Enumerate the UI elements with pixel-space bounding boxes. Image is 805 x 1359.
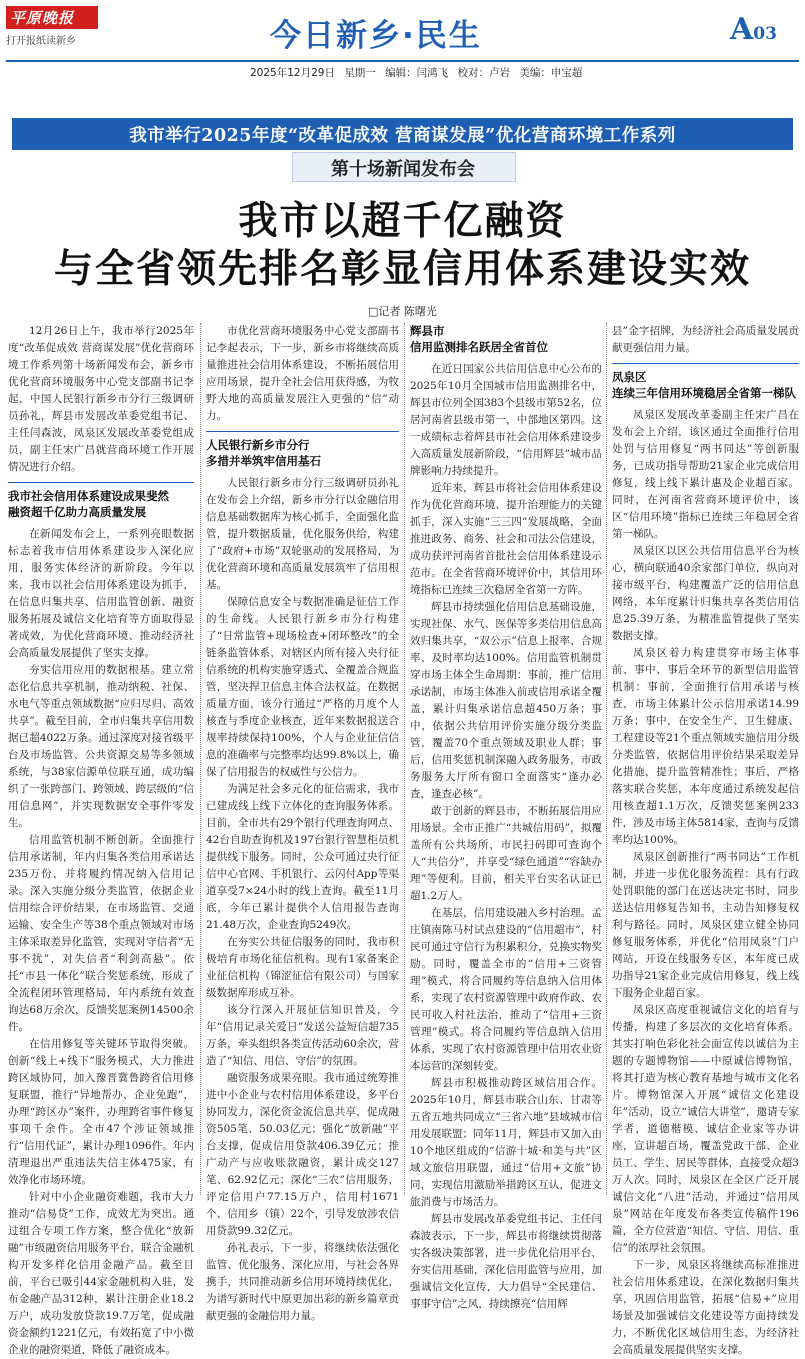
paragraph: 凤泉区发展改革委副主任宋广昌在发布会上介绍，该区通过全面推行信用处罚与信用修复“两书同达”等创新服务，已成功指导帮助21家企业完成信用修复，线上线下累计惠及企业超百家。同时，在河南省营商环境评价中，该区“信用环境”指标已连续三年稳居全省第一梯队。 [612,409,799,540]
paragraph: 为满足社会多元化的征信需求，我市已建成线上线下立体化的查询服务体系。目前，全市共有29个银行代理查询网点、42台自助查询机及197台银行智慧柜员机提供线下服务。同时，公众可通过央行征信中心官网、手机银行、云闪付App等渠道享受7×24小时的线上查询。截至11月底，今年已累计提供个人信用报告查询21.48万次，企业查询5249次。 [206,783,399,931]
logo-name: 平原晚报 [6,6,98,29]
series-banner: 我市举行2025年度“改革促成效 营商谋发展”优化营商环境工作系列 [129,126,676,146]
subheading [206,431,399,469]
proof-credit: 校对：卢岩 [457,67,510,79]
paragraph: 12月26日上午，我市举行2025年度“改革促成效 营商谋发展”优化营商环境工作系列第十场新闻发布会，新乡市优化营商环境服务中心党支部副书记李起，中国人民银行新乡市分行三级调研员孙礼，辉县市发展改革委党组书记、主任闫森波，凤泉区发展改革委党组成员，副主任宋广昌就营商环境工作开展情况进行介绍。 [8,325,194,473]
newspaper-logo [6,6,98,47]
paragraph: 在基层，信用建设融入乡村治理。孟庄镇南陈马村试点建设的“信用超市”，村民可通过守信行为积累积分，兑换实物奖励。同时，覆盖全市的“信用+三资管理”模式，将合同履约等信息纳入信用体系，实现了农村资源管理中政府作政、农民可收入村社法治，推动了“信用+三资管理”模式。将合同履约等信息纳入信用体系，实现了农村资源管理中信用农业资本运营的深刻转变。 [410,907,602,1072]
paragraph: 凤泉区着力构建贯穿市场主体事前、事中、事后全环节的新型信用监管机制：事前，全面推行信用承诺与核查，市场主体累计公示信用承诺14.99万条；事中，在安全生产、卫生健康、工程建设等21个重点领域实施信用分级分类监管，依据信用评价结果采取差异化措施，提升监管精准性；事后，严格落实联合奖惩，本年度通过系统发起信用核查超1.1万次，反馈奖惩案例233件，涉及市场主体5814家，查询与反馈率均达100%。 [612,647,799,846]
paragraph: 信用监管机制不断创新。全面推行信用承诺制，年内归集各类信用承诺达235万份，并将履约情况纳入信用记录。深入实施分级分类监管，依据企业信用综合评价结果，在市场监管、交通运输、安全生产等38个重点领域对市场主体采取差异化监管，实现对守信者“无事不扰”，对失信者“利剑高悬”。依托“市县一体化”联合奖惩系统，形成了全流程闭环管理格局，年内系统有效查询达68万余次，反馈奖惩案例14500余件。 [8,834,194,1033]
paragraph: 孙礼表示，下一步，将继续依法强化监管、优化服务、深化应用，与社会各界携手，共同推动新乡信用环境持续优化，为谱写新时代中原更加出彩的新乡篇章贡献更强的金融信用力量。 [206,1242,399,1322]
column-divider [606,323,607,1195]
paragraph: 在新闻发布会上，一系列亮眼数据标志着我市信用体系建设步入深化应用，服务实体经济的新阶段。今年以来，我市以社会信用体系建设为抓手，在信息归集共享、信用监管创新、融资服务拓展及诚信文化培育等方面取得显著成效，为优化营商环境、推动经济社会高质量发展提供了坚实支撑。 [8,528,194,659]
paragraph: 敢于创新的辉县市，不断拓展信用应用场景。全市正推广“共城信用码”，拟覆盖所有公共场所，市民扫码即可查询个人“共信分”，并享受“绿色通道”“容缺办理”等便利。目前，相关平台实名认证已超1.2万人。 [410,805,602,902]
paragraph: 近年来，辉县市将社会信用体系建设作为优化营商环境、提升治理能力的关键抓手，深入实施“三三四”发展战略，全面推进政务、商务、社会和司法公信建设，成功获评河南省首批社会信用体系建设示范市。在全省营商环境评价中，其信用环境指标已连续三次稳居全省第一方阵。 [410,482,602,596]
subheading-line: 我市社会信用体系建设成果斐然 [8,489,169,503]
section-title: 今日新乡·民生 [270,18,482,54]
column-divider [404,323,405,1195]
subheading [8,482,194,520]
paragraph: 下一步，凤泉区将继续高标准推进社会信用体系建设，在深化数据归集共享，巩固信用监管，拓展“信易+”应用场景及加强诚信文化建设等方面持续发力，不断优化区域信用生态，为经济社会高质量发展提供坚实支撑。 [612,1259,799,1356]
paragraph: 在信用修复等关键环节取得突破。创新“线上+线下”服务模式，大力推进跨区域协同，加入豫晋冀鲁跨省信用修复联盟，推行“异地帮办、企业免跑”，办理“跨区办”案件，办理跨省事件修复事项千余件。全市47个涉证领域推行“信用代证”，累计办理1096件。年内清理退出严重违法失信主体475家，有效净化市场环境。 [8,1038,194,1186]
subheading-line: 人民银行新乡市分行 [206,438,310,452]
subheading-line: 辉县市 [410,324,445,338]
paragraph: 保障信息安全与数据准确是征信工作的生命线。人民银行新乡市分行构建了“日常监管+现场检查+闭环整改”的全链条监管体系，对辖区内所有接入央行征信系统的机构实施穿透式、全覆盖合规监管，坚决捍卫信息主体合法权益。在数据质量方面，该分行通过“严格的月度个人核查与季度企业核查，近年来数据报送合规率持续保持100%，个人与企业征信信息的准确率与完整率均达99.8%以上，确保了信用报告的权威性与公信力。 [206,596,399,778]
reporter-byline: □记者 陈曙光 [368,305,437,318]
subheading [612,363,799,401]
article-column-3 [410,323,602,1310]
logo-slogan: 打开报纸读新乡 [6,36,76,47]
paragraph: 人民银行新乡市分行三级调研员孙礼在发布会上介绍，新乡市分行以金融信用信息基础数据库为核心抓手，全面强化监管，提升数据质量，优化服务供给，构建了“政府+市场”双轮驱动的发展格局，为优化营商环境和高质量发展筑牢了信用根基。 [206,477,399,591]
issue-date: 2025年12月29日 [250,67,335,79]
paragraph: 融资服务成果亮眼。我市通过统筹推进中小企业与农村信用体系建设，多平台协同发力，深化资金流信息共享，促成融资505笔、50.03亿元；强化“放新融”平台支撑，促成信用贷款406.39亿元；推广动产与应收账款融资，累计成交127笔、62.92亿元；深化“三农”信用服务，评定信用户77.15万户，信用村1671个、信用乡（镇）22个，引导发放涉农信用贷款99.32亿元。 [206,1072,399,1237]
paragraph: 县”金字招牌，为经济社会高质量发展贡献更强信用力量。 [612,325,799,354]
art-credit: 美编：申宝超 [519,67,583,79]
subheading-line: 融资超千亿助力高质量发展 [8,505,146,519]
issue-info [250,65,588,80]
press-conference-title: 第十场新闻发布会 [331,159,475,180]
headline-line-2: 与全省领先排名彰显信用体系建设实效 [53,247,751,292]
subheading [410,323,602,355]
paragraph: 该分行深入开展征信知识普及，今年“信用记录关爱日”发送公益短信超735万条，牵头组织各类宣传活动60余次，营造了“知信、用信、守信”的氛围。 [206,1004,399,1067]
paragraph: 凤泉区以区公共信用信息平台为核心，横向联通40余家部门单位，纵向对接市级平台，构建覆盖广泛的信用信息网络，本年度累计归集共享各类信用信息25.39万条，为精准监管提供了坚实数据支撑。 [612,545,799,642]
paragraph: 辉县市持续强化信用信息基础设施，实现社保、水气、医保等多类信用信息高效归集共享，“双公示”信息上报率、合规率、及时率均达100%。信用监管机制贯穿市场主体全生命周期：事前，推广信用承诺制，市场主体准入前或信用承诺全覆盖，累计归集承诺信息超450万条；事中，依据公共信用评价实施分级分类监管，覆盖70个重点领域及职业人群；事后，信用奖惩机制深融入政务服务，市政务服务大厅所有窗口全面落实“逢办必查，逢查必核”。 [410,601,602,800]
subheading-line: 凤泉区 [612,370,647,384]
issue-weekday: 星期一 [344,67,376,79]
column-divider [200,323,201,1195]
page-letter: A [730,12,754,47]
paragraph: 针对中小企业融资难题，我市大力推动“信易贷”工作，成效尤为突出。通过组合专项工作方案，整合优化“放新融”市级融资信用服务平台，联合金融机构开发多样化信用金融产品。截至目前，平台已吸引44家金融机构入驻，发布金融产品312种，累计注册企业18.2万户，成功发放贷款19.7万笔，促成融资金额约1221亿元，有效拓宽了中小微企业的融资渠道，降低了融资成本。 [8,1191,194,1356]
headline-line-1: 我市以超千亿融资 [238,199,567,244]
page-number [730,12,777,47]
subheading-line: 多措并举筑牢信用基石 [206,454,321,468]
page-digits: 03 [753,24,777,44]
paragraph: 在夯实公共征信服务的同时，我市积极培育市场化征信机构。现有1家备案企业征信机构（锦涩征信有限公司）与国家级数据库形成互补。 [206,936,399,999]
paragraph: 凤泉区高度重视诚信文化的培育与传播，构建了多层次的文化培育体系。其实打响色彩化社会面宣传以诚信为主题的专题博物馆——中原诚信博物馆，将其打造为核心教育基地与城市文化名片。博物馆深入开展“诚信文化建设年”活动，设立“诚信大讲堂”，邀请专家学者，道德楷模、诚信企业家等办讲座，宣讲超百场，覆盖党政干部、企业员工、学生、居民等群体，直接受众超3万人次。同时，凤泉区在全区广泛开展诚信文化“八进”活动，并通过“信用凤泉”网站在年度发布各类宣传稿件196篇，全方位营造“知信、守信、用信、重信”的浓厚社会氛围。 [612,1004,799,1254]
editor-credit: 编辑：闫鸿飞 [385,67,449,79]
subheading-line: 信用监测排名跃居全省首位 [410,340,548,354]
subheading-line: 连续三年信用环境稳居全省第一梯队 [612,386,796,400]
paragraph: 凤泉区创新推行“两书同达”工作机制，并进一步优化服务流程：具有行政处罚职能的部门在送达决定书时，同步送达信用修复告知书，主动告知修复权利与路径。同时，凤泉区建立健全协同修复服务体系，并优化“信用凤泉”门户网站，开设在线服务专区，本年度已成功指导21家企业完成信用修复，线上线下服务企业超百家。 [612,851,799,999]
paragraph: 辉县市发展改革委党组书记、主任闫森波表示，下一步，辉县市将继续贯彻落实各级决策部署，进一步优化信用平台，夯实信用基础，深化信用监管与应用，加强诚信文化宣传，大力倡导“全民建信、事事守信”之风，持续擦亮“信用辉 [410,1213,602,1310]
paragraph: 辉县市积极推动跨区域信用合作。2025年10月，辉县市联合山东、甘肃等五省五地共同成立“三省六地”县域城市信用发展联盟；同年11月，辉县市又加入由10个地区组成的“信游十城·和美与共”区域文旅信用联盟，通过“信用+文旅”协同，实现信用激励举措跨区互认，促进文旅消费与市场活力。 [410,1077,602,1208]
article-column-2 [206,323,399,1322]
top-rule [6,60,799,62]
article-column-4 [612,323,799,1356]
paragraph: 夯实信用应用的数据根基。建立常态化信息共享机制，推动纳税、社保、水电气等重点领域数据“应归尽归、高效共享”。截至目前，全市归集共享信用数据已超4022万条。通过深度对接省级平台及市场监管、公共资源交易等多领域系统，与38家信源单位联互通，成功编织了一张跨部门、跨领域、跨层级的“信用信息网”，并实现数据安全事件零发生。 [8,664,194,829]
paragraph: 市优化营商环境服务中心党支部副书记李起表示，下一步，新乡市将继续高质量推进社会信用体系建设，不断拓展信用应用场景，提升全社会信用获得感，为牧野大地的高质量发展注入更强的“信”动力。 [206,325,399,422]
paragraph: 在近日国家公共信用信息中心公布的2025年10月全国城市信用监测排名中，辉县市位列全国383个县级市第52名，位居河南省县级市第一，中部地区第四。这一成绩标志着辉县市社会信用体系建设步入高质量发展新阶段，“信用辉县”城市品牌影响力持续提升。 [410,363,602,477]
article-column-1 [8,323,194,1356]
